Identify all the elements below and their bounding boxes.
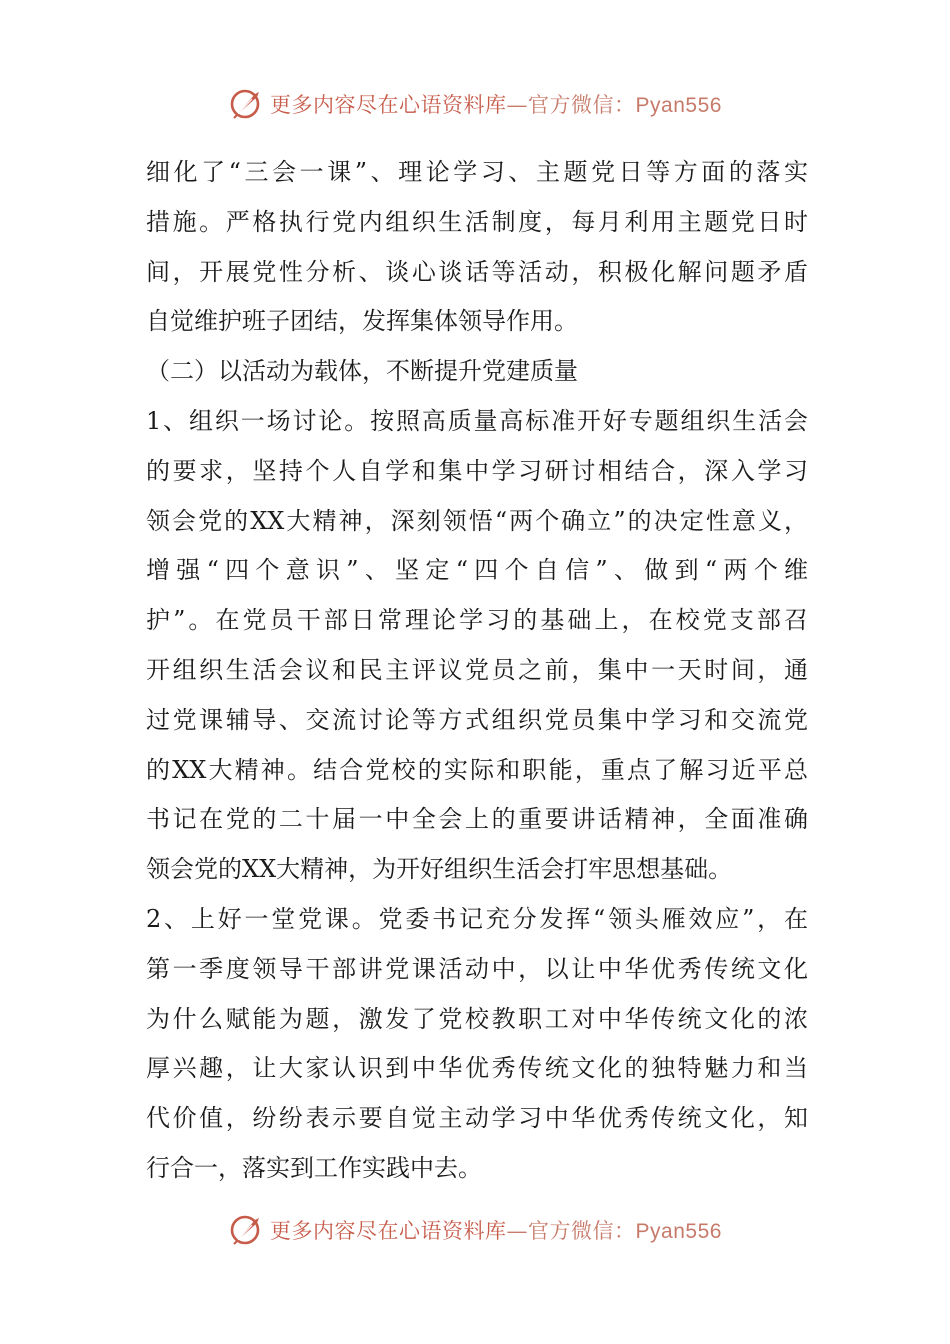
text-line: 领会党的XX大精神，深刻领悟“两个确立”的决定性意义， [146,506,808,535]
text-line: 护”。在党员干部日常理论学习的基础上，在校党支部召 [146,606,808,635]
watermark-wechat-id: Pyan556 [635,1220,722,1243]
section-heading: （二）以活动为载体，不断提升党建质量 [146,357,578,386]
footer-watermark [0,1210,950,1250]
quill-pen-logo-icon [228,1212,264,1248]
text-line: 领会党的XX大精神，为开好组织生活会打牢思想基础。 [146,855,733,884]
document-body [146,148,808,1194]
text-line: 措施。严格执行党内组织生活制度，每月利用主题党日时 [146,207,808,236]
text-line: 细化了“三会一课”、理论学习、主题党日等方面的落实 [146,158,808,186]
text-line: 行合一，落实到工作实践中去。 [146,1153,482,1182]
text-line: 书记在党的二十届一中全会上的重要讲话精神，全面准确 [146,805,808,834]
text-line: 的XX大精神。结合党校的实际和职能，重点了解习近平总 [146,755,808,784]
watermark-wechat-label: 官方微信： [528,1219,636,1243]
text-line: 间，开展党性分析、谈心谈话等活动，积极化解问题矛盾 [146,257,808,286]
text-line: 厚兴趣，让大家认识到中华优秀传统文化的独特魅力和当 [146,1054,808,1083]
text-line: 2、上好一堂党课。党委书记充分发挥“领头雁效应”，在 [146,904,808,933]
text-line: 第一季度领导干部讲党课活动中，以让中华优秀传统文化 [146,954,808,983]
watermark-wechat-id: Pyan556 [635,94,722,117]
watermark-brand: 更多内容尽在心语资料库 [270,1219,507,1243]
watermark-dash: — [506,93,529,117]
text-line: 的要求，坚持个人自学和集中学习研讨相结合，深入学习 [146,456,808,485]
text-line: 为什么赋能为题，激发了党校教职工对中华传统文化的浓 [146,1004,808,1033]
header-watermark [0,84,950,124]
watermark-dash: — [506,1219,529,1243]
watermark-wechat-label: 官方微信： [528,93,636,117]
text-line: 1、组织一场讨论。按照高质量高标准开好专题组织生活会 [146,406,808,435]
watermark-text [270,89,722,119]
text-line: 增强“四个意识”、坚定“四个自信”、做到“两个维 [146,556,808,585]
watermark-brand: 更多内容尽在心语资料库 [270,93,507,117]
text-line: 代价值，纷纷表示要自觉主动学习中华优秀传统文化，知 [146,1104,808,1133]
watermark-text [270,1215,722,1245]
text-line: 过党课辅导、交流讨论等方式组织党员集中学习和交流党 [146,705,808,734]
quill-pen-logo-icon [228,86,264,122]
text-line: 自觉维护班子团结，发挥集体领导作用。 [146,307,578,336]
text-line: 开组织生活会议和民主评议党员之前，集中一天时间，通 [146,655,808,684]
